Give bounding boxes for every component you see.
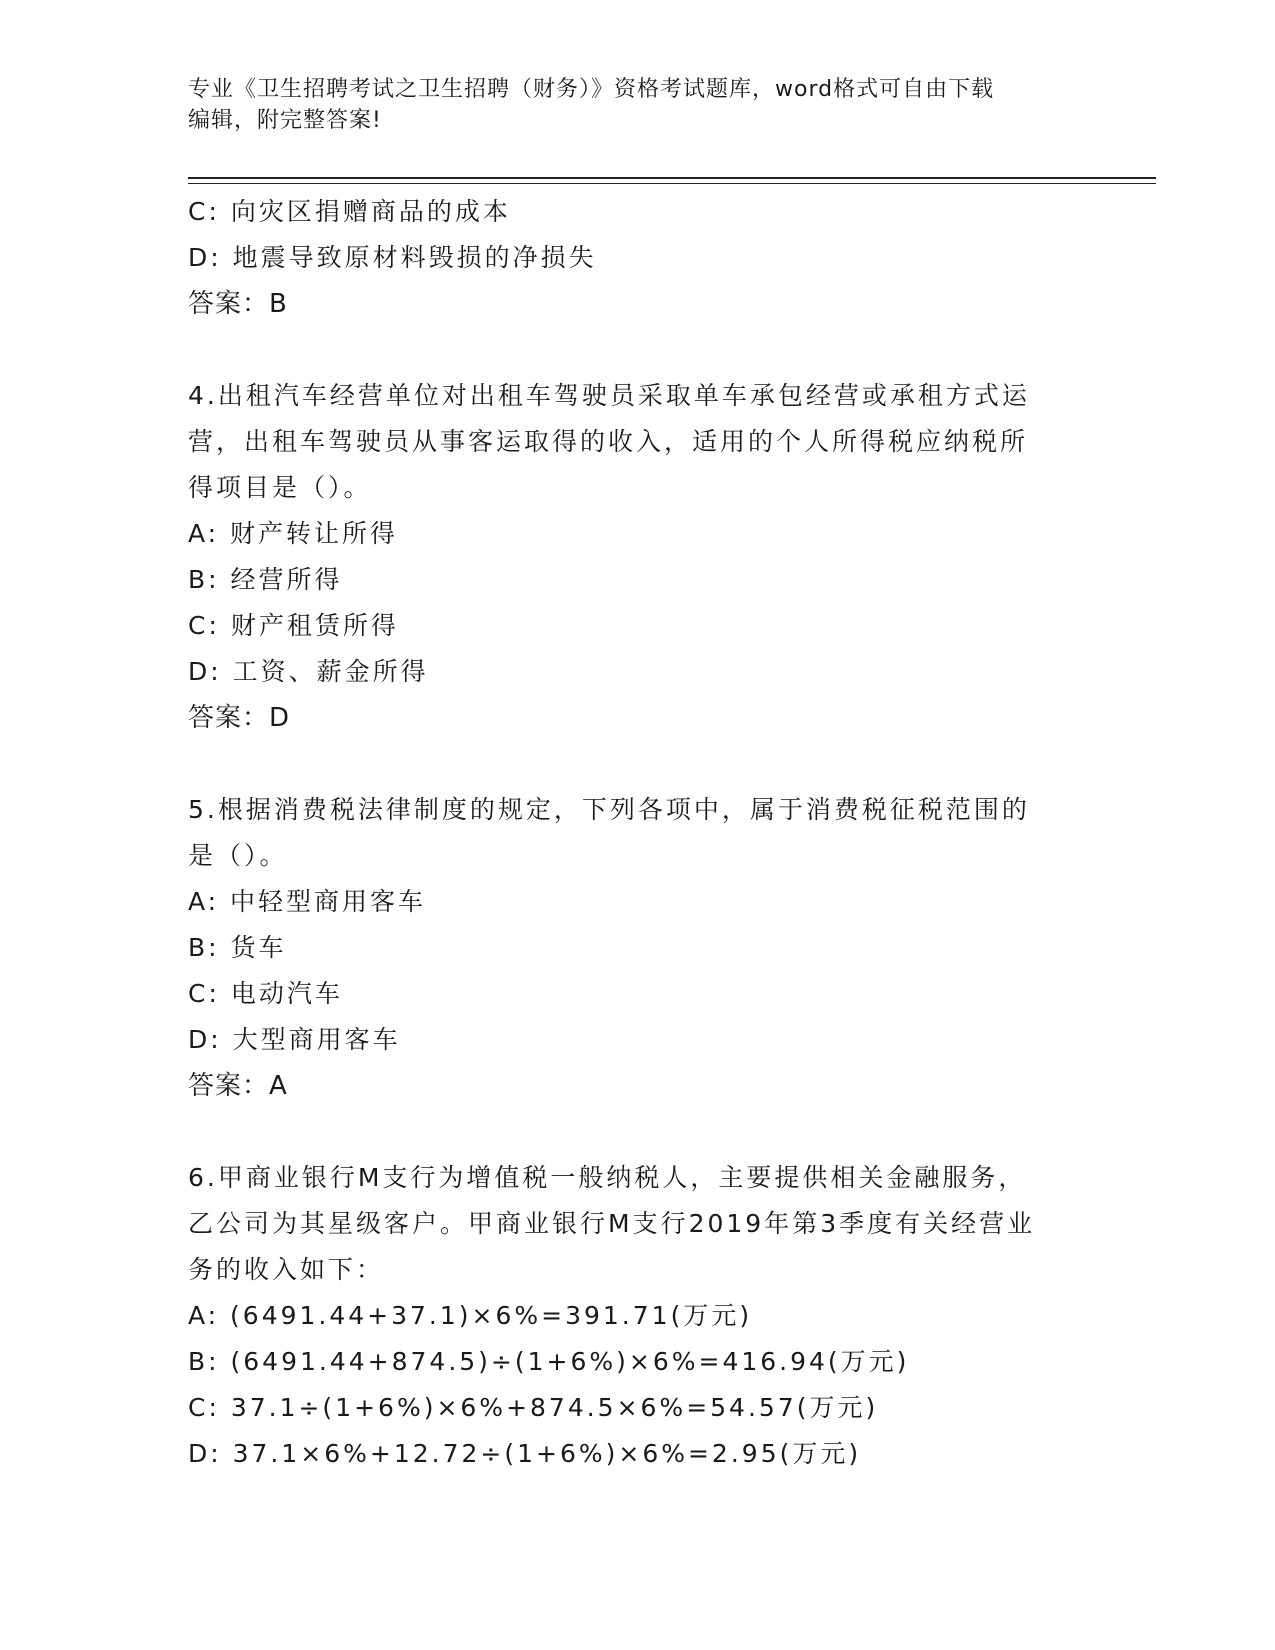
option-d: D: 工资、薪金所得 — [188, 657, 429, 686]
document-header — [188, 74, 1088, 136]
question-stem-line: 务的收入如下： — [188, 1255, 385, 1284]
option-d: D: 37.1×6%+12.72÷(1+6%)×6%=2.95(万元) — [188, 1439, 862, 1468]
option-c: C: 电动汽车 — [188, 979, 343, 1008]
question-stem-line: 是（）。 — [188, 841, 288, 870]
option-c: C: 向灾区捐赠商品的成本 — [188, 197, 511, 226]
header-rule-thin — [188, 183, 1156, 184]
header-line-1: 专业《卫生招聘考试之卫生招聘（财务）》资格考试题库，word格式可自由下载 — [188, 77, 995, 102]
question-stem-line: 乙公司为其星级客户。甲商业银行M支行2019年第3季度有关经营业 — [188, 1209, 1036, 1238]
question-5 — [188, 787, 1088, 1109]
option-c: C: 37.1÷(1+6%)×6%+874.5×6%=54.57(万元) — [188, 1393, 879, 1422]
option-a: A: 财产转让所得 — [188, 519, 399, 548]
document-body — [188, 189, 1088, 1477]
question-stem-line: 得项目是（）。 — [188, 473, 372, 502]
question-stem-line: 5.根据消费税法律制度的规定，下列各项中，属于消费税征税范围的 — [188, 795, 1030, 824]
header-line-2: 编辑，附完整答案! — [188, 108, 382, 133]
answer-line: 答案：A — [188, 1071, 288, 1101]
option-b: B: (6491.44+874.5)÷(1+6%)×6%=416.94(万元) — [188, 1347, 910, 1376]
answer-line: 答案：D — [188, 703, 291, 733]
question-continued — [188, 189, 1088, 327]
header-rule-thick — [188, 177, 1156, 179]
option-b: B: 货车 — [188, 933, 287, 962]
question-stem-line: 6.甲商业银行M支行为增值税一般纳税人，主要提供相关金融服务， — [188, 1163, 1027, 1192]
question-4 — [188, 373, 1088, 741]
option-a: A: 中轻型商用客车 — [188, 887, 427, 916]
option-d: D: 地震导致原材料毁损的净损失 — [188, 243, 597, 272]
question-stem-line: 4.出租汽车经营单位对出租车驾驶员采取单车承包经营或承租方式运 — [188, 381, 1030, 410]
option-b: B: 经营所得 — [188, 565, 343, 594]
question-6 — [188, 1155, 1088, 1477]
option-d: D: 大型商用客车 — [188, 1025, 401, 1054]
answer-line: 答案：B — [188, 289, 288, 319]
question-stem-line: 营，出租车驾驶员从事客运取得的收入，适用的个人所得税应纳税所 — [188, 427, 1029, 456]
option-c: C: 财产租赁所得 — [188, 611, 399, 640]
option-a: A: (6491.44+37.1)×6%=391.71(万元) — [188, 1301, 753, 1330]
